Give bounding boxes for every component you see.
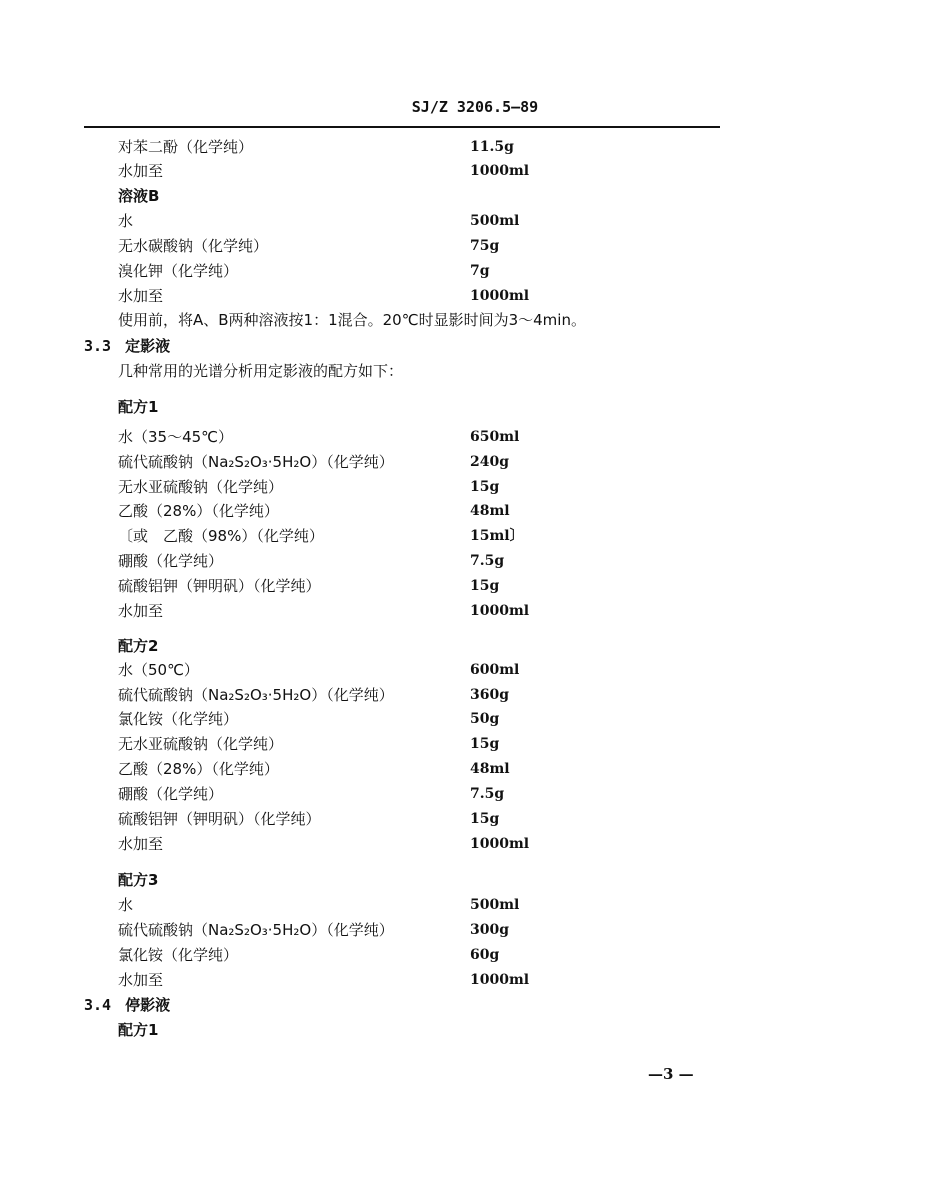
ingredient-amount: 60g xyxy=(470,947,500,963)
ingredient-name: 溴化钾（化学纯） xyxy=(118,262,239,280)
section-number: 3.4 xyxy=(84,996,112,1014)
ingredient-amount: 1000ml xyxy=(470,972,530,988)
ingredient-name: 水加至 xyxy=(118,971,164,989)
ingredient-name: 硫代硫酸钠（Na₂S₂O₃·5H₂O）（化学纯） xyxy=(118,921,394,939)
ingredient-name: 对苯二酚（化学纯） xyxy=(118,138,254,156)
ingredient-amount: 15ml〕 xyxy=(470,528,524,544)
ingredient-amount: 1000ml xyxy=(470,603,530,619)
section-number: 3.3 xyxy=(84,337,112,355)
ingredient-amount: 15g xyxy=(470,811,500,827)
ingredient-amount: 48ml xyxy=(470,503,510,519)
ingredient-name: 水 xyxy=(118,212,134,230)
subheading-text: 配方2 xyxy=(118,637,159,655)
ingredient-name: 硼酸（化学纯） xyxy=(118,785,224,803)
ingredient-name: 水加至 xyxy=(118,835,164,853)
ingredient-name: 无水碳酸钠（化学纯） xyxy=(118,237,269,255)
ingredient-name: 水（50℃） xyxy=(118,661,199,679)
ingredient-amount: 7g xyxy=(470,263,490,279)
section-text: 定影液 xyxy=(125,337,171,355)
ingredient-amount: 75g xyxy=(470,238,500,254)
ingredient-name: 硼酸（化学纯） xyxy=(118,552,224,570)
standard-header: SJ/Z 3206.5—89 xyxy=(411,98,539,116)
ingredient-amount: 48ml xyxy=(470,761,510,777)
subheading-text: 配方3 xyxy=(118,871,159,889)
paragraph-text: 使用前，将A、B两种溶液按1：1混合。20℃时显影时间为3～4min。 xyxy=(118,311,586,329)
ingredient-amount: 1000ml xyxy=(470,163,530,179)
ingredient-name: 水加至 xyxy=(118,287,164,305)
ingredient-amount: 360g xyxy=(470,687,510,703)
ingredient-amount: 500ml xyxy=(470,897,520,913)
ingredient-name: 硫酸铝钾（钾明矾）（化学纯） xyxy=(118,577,321,595)
ingredient-amount: 15g xyxy=(470,479,500,495)
subheading-text: 配方1 xyxy=(118,1021,159,1039)
header-rule xyxy=(84,126,720,128)
ingredient-amount: 15g xyxy=(470,578,500,594)
ingredient-amount: 500ml xyxy=(470,213,520,229)
ingredient-name: 水加至 xyxy=(118,602,164,620)
ingredient-name: 氯化铵（化学纯） xyxy=(118,710,239,728)
ingredient-amount: 300g xyxy=(470,922,510,938)
ingredient-amount: 240g xyxy=(470,454,510,470)
ingredient-name: 〔或 乙酸（98%）（化学纯） xyxy=(118,527,324,545)
ingredient-name: 无水亚硫酸钠（化学纯） xyxy=(118,735,284,753)
ingredient-name: 氯化铵（化学纯） xyxy=(118,946,239,964)
ingredient-amount: 7.5g xyxy=(470,786,505,802)
ingredient-name: 水 xyxy=(118,896,134,914)
ingredient-amount: 1000ml xyxy=(470,288,530,304)
ingredient-name: 硫代硫酸钠（Na₂S₂O₃·5H₂O）（化学纯） xyxy=(118,686,394,704)
section-text: 停影液 xyxy=(125,996,171,1014)
ingredient-amount: 1000ml xyxy=(470,836,530,852)
ingredient-name: 乙酸（28%）（化学纯） xyxy=(118,502,279,520)
section-title xyxy=(84,336,170,356)
subheading-text: 溶液B xyxy=(118,187,160,205)
page-number: —3 — xyxy=(648,1065,694,1083)
paragraph-text: 几种常用的光谱分析用定影液的配方如下： xyxy=(118,362,404,380)
ingredient-name: 乙酸（28%）（化学纯） xyxy=(118,760,279,778)
ingredient-amount: 7.5g xyxy=(470,553,505,569)
ingredient-name: 硫酸铝钾（钾明矾）（化学纯） xyxy=(118,810,321,828)
ingredient-amount: 650ml xyxy=(470,429,520,445)
section-title xyxy=(84,995,170,1015)
ingredient-amount: 50g xyxy=(470,711,500,727)
ingredient-amount: 11.5g xyxy=(470,139,514,155)
ingredient-name: 水（35～45℃） xyxy=(118,428,234,446)
ingredient-name: 水加至 xyxy=(118,162,164,180)
ingredient-name: 硫代硫酸钠（Na₂S₂O₃·5H₂O）（化学纯） xyxy=(118,453,394,471)
ingredient-name: 无水亚硫酸钠（化学纯） xyxy=(118,478,284,496)
subheading-text: 配方1 xyxy=(118,398,159,416)
ingredient-amount: 600ml xyxy=(470,662,520,678)
ingredient-amount: 15g xyxy=(470,736,500,752)
